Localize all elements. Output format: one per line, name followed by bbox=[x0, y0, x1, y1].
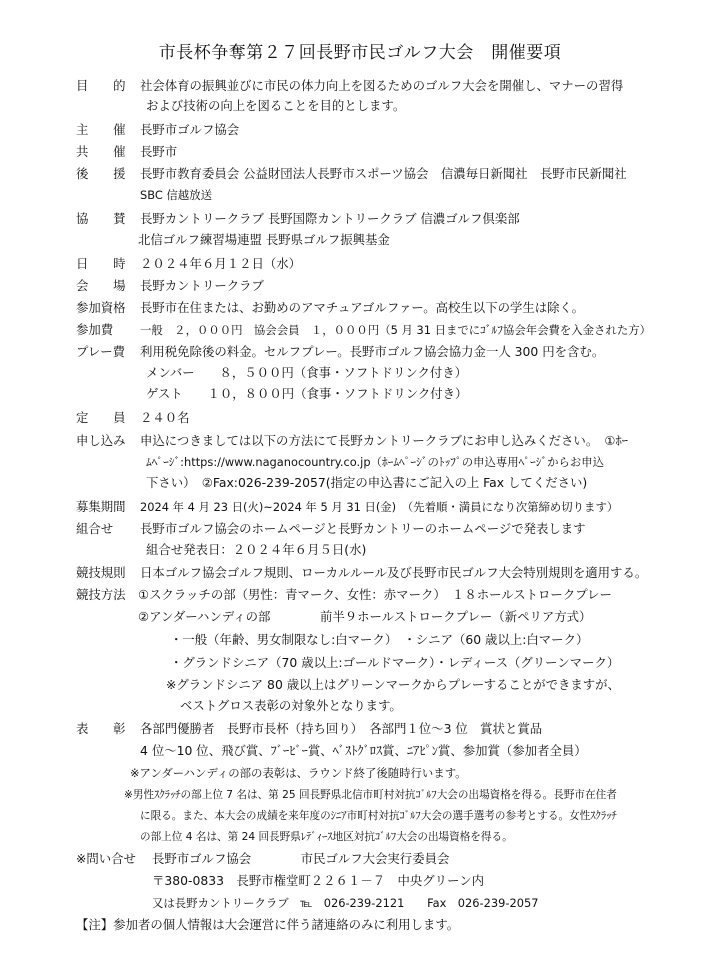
label-shikaku: 参加資格 bbox=[76, 300, 126, 315]
hyosho-note-scratch-1: ※男性ｽｸﾗｯﾁの部上位 7 名は、第 25 回長野県北信市町村対抗ｺﾞﾙﾌ大会の出場資格を得る。長野市在住者 bbox=[124, 789, 617, 801]
kisohoho-scratch: ①スクラッチの部（男性：青マーク、女性：赤マーク） １８ホールストロークプレー bbox=[138, 587, 612, 602]
kisohoho-note-2: ベストグロス表彰の対象外となります。 bbox=[180, 698, 402, 713]
teiin-text: ２４０名 bbox=[140, 410, 190, 425]
kisohoho-grand-ladies: ・グランドシニア（70 歳以上:ゴールドマーク）・レディース（グリーンマーク） bbox=[170, 655, 620, 670]
label-sankahi: 参加費 bbox=[76, 322, 114, 337]
kisokisoku-text: 日本ゴルフ協会ゴルフ規則、ローカルルール及び長野市民ゴルフ大会特別規則を適用する。 bbox=[140, 565, 648, 580]
kumiawase-line-1: 長野市ゴルフ協会のホームページと長野カントリーのホームページで発表します bbox=[140, 521, 586, 536]
label-hyosho: 表 彰 bbox=[76, 721, 126, 736]
toiawase-line-1: 長野市ゴルフ協会 市民ゴルフ大会実行委員会 bbox=[152, 851, 450, 866]
label-playhi: プレー費 bbox=[76, 344, 126, 359]
shusai-text: 長野市ゴルフ協会 bbox=[140, 122, 240, 137]
label-koen: 後 援 bbox=[76, 166, 126, 181]
koen-line-2: SBC 信越放送 bbox=[140, 188, 212, 202]
label-kyosan: 協 賛 bbox=[76, 211, 126, 226]
kisohoho-note-1: ※グランドシニア 80 歳以上はグリーンマークからプレーすることができますが、 bbox=[166, 677, 620, 692]
label-kisokisoku: 競技規則 bbox=[76, 565, 126, 580]
label-kisohoho: 競技方法 bbox=[76, 587, 126, 602]
kumiawase-line-2: 組合せ発表日：２０２４年６月５日(水) bbox=[146, 542, 367, 557]
label-kumiawase: 組合せ bbox=[76, 521, 114, 536]
kyosai-text: 長野市 bbox=[140, 144, 178, 159]
mokuteki-line-1: 社会体育の振興並びに市民の体力向上を図るためのゴルフ大会を開催し、マナーの習得 bbox=[140, 78, 624, 93]
kisohoho-ippan-senior: ・一般（年齢、男女制限なし:白マーク） ・シニア（60 歳以上:白マーク） bbox=[170, 632, 589, 647]
hyosho-note-scratch-2: に限る。また、本大会の成績を来年度のｼﾆｱ市町村対抗ｺﾞﾙﾌ大会の選手選考の参考とする。女性ｽｸﾗｯﾁ bbox=[140, 810, 617, 822]
label-moshikomi: 申し込み bbox=[76, 433, 126, 448]
mokuteki-line-2: および技術の向上を図ることを目的とします。 bbox=[146, 98, 406, 113]
moshikomi-line-3: 下さい） ②Fax:026-239-2057(指定の申込書にご記入の上 Fax してください) bbox=[146, 475, 588, 490]
toiawase-contact: 又は長野カントリークラブ ℡ 026-239-2121 Fax 026-239-2057 bbox=[152, 896, 539, 910]
playhi-member: メンバー ８，５００円（食事・ソフトドリンク付き） bbox=[146, 365, 468, 380]
hyosho-line-1: 各部門優勝者 長野市長杯（持ち回り） 各部門１位～3 位 賞状と賞品 bbox=[140, 721, 543, 736]
label-toiawase: ※問い合せ bbox=[76, 851, 136, 866]
kaijo-text: 長野カントリークラブ bbox=[140, 278, 264, 293]
boshu-text: 2024 年 4 月 23 日(火)~2024 年 5 月 31 日(金) （先着順・満員になり次第締め切ります） bbox=[140, 500, 619, 514]
label-boshu: 募集期間 bbox=[76, 499, 126, 514]
label-teiin: 定 員 bbox=[76, 410, 126, 425]
hyosho-note-underhandy: ※アンダーハンディの部の表彰は、ラウンド終了後随時行います。 bbox=[130, 766, 467, 780]
label-nichiji: 日 時 bbox=[76, 256, 126, 271]
label-kaijo: 会 場 bbox=[76, 278, 126, 293]
kyosan-line-1: 長野カントリークラブ 長野国際カントリークラブ 信濃ゴルフ倶楽部 bbox=[140, 211, 520, 226]
moshikomi-line-2: ﾑﾍﾟｰｼﾞ:https://www.naganocountry.co.jp（ﾎｰﾑﾍﾟｰｼﾞのﾄｯﾌﾟの申込専用ﾍﾟｰｼﾞからお申込 bbox=[146, 455, 605, 469]
label-kyosai: 共 催 bbox=[76, 144, 126, 159]
privacy-note: 【注】参加者の個人情報は大会運営に伴う諸連絡のみに利用します。 bbox=[76, 917, 460, 932]
toiawase-address: 〒380-0833 長野市権堂町２２６１－７ 中央グリーン内 bbox=[152, 873, 484, 888]
hyosho-line-2: 4 位～10 位、飛び賞、ﾌﾞｰﾋﾞｰ賞、ﾍﾞｽﾄｸﾞﾛｽ賞、ﾆｱﾋﾟﾝ賞、参加賞（参加者全員） bbox=[140, 743, 587, 758]
playhi-line-1: 利用税免除後の料金。セルフプレー。長野市ゴルフ協会協力金一人 300 円を含む。 bbox=[140, 344, 605, 359]
playhi-guest: ゲスト １０，８００円（食事・ソフトドリンク付き） bbox=[146, 386, 468, 401]
moshikomi-line-1: 申込につきましては以下の方法にて長野カントリークラブにお申し込みください。 ①ﾎｰ bbox=[140, 433, 628, 448]
document-title: 市長杯争奪第２７回長野市民ゴルフ大会 開催要項 bbox=[158, 43, 562, 63]
nichiji-text: ２０２４年６月１２日（水） bbox=[140, 256, 302, 271]
koen-line-1: 長野市教育委員会 公益財団法人長野市スポーツ協会 信濃毎日新聞社 長野市民新聞社 bbox=[140, 166, 627, 181]
kisohoho-under-handy: ②アンダーハンディの部 前半９ホールストロークプレー（新ペリア方式） bbox=[138, 609, 592, 624]
shikaku-text: 長野市在住または、お勤めのアマチュアゴルファー。高校生以下の学生は除く。 bbox=[140, 300, 585, 315]
kyosan-line-2: 北信ゴルフ練習場連盟 長野県ゴルフ振興基金 bbox=[138, 232, 390, 247]
label-shusai: 主 催 bbox=[76, 122, 126, 137]
sankahi-text: 一般 ２，０００円 協会会員 １，０００円（5 月 31 日までにｺﾞﾙﾌ協会年会費を入金された方） bbox=[140, 323, 652, 337]
hyosho-note-scratch-3: の部上位 4 名は、第 24 回長野県ﾚﾃﾞｨｰｽ地区対抗ｺﾞﾙﾌ大会の出場資格を得る。 bbox=[140, 831, 513, 843]
label-mokuteki: 目 的 bbox=[76, 78, 126, 93]
